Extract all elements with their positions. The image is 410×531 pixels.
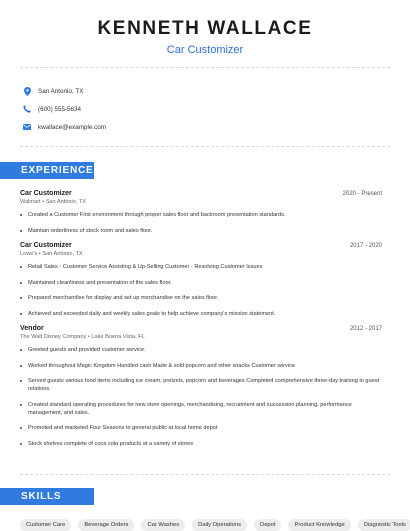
job-entry [20,325,382,448]
experience-heading: EXPERIENCE [0,162,94,179]
skill-chip: Customer Care [20,519,71,531]
skill-chip: Daily Operations [192,519,247,531]
experience-section [20,190,382,455]
job-title: Car Customizer [20,242,72,249]
email-icon [23,123,31,131]
contact-location-text: San Antonio, TX [38,87,84,95]
contact-email-text: kwallace@example.com [38,123,106,131]
job-entry [20,190,382,235]
job-title: Car Customizer [20,190,72,197]
job-bullet: Retail Sales - Customer Service Assisting & Up-Selling Customer - Resolving Customer Issues [20,263,382,271]
job-dates: 2020 - Present [342,191,382,197]
job-bullet: Created a Customer First environment through proper sales floor and backroom presentation standards. [20,211,382,219]
header-divider [20,67,390,68]
job-company: Walmart [20,199,41,205]
job-bullet: Stock shelves complete of coca cola products at a variety of stores [20,440,382,448]
job-title: Vendor [20,325,44,332]
job-location: Lake Buena Vista, FL [91,334,145,340]
job-bullet: Greeted guests and provided customer service. [20,346,382,354]
skill-chip: Product Knowledge [288,519,350,531]
contact-phone [20,100,106,118]
job-bullet: Promoted and marketed Four Seasons to general public at local home depot [20,424,382,432]
contact-phone-text: (600) 555-5634 [38,105,82,113]
job-bullets [20,211,382,235]
job-entry [20,242,382,318]
phone-icon [23,105,31,113]
job-company: The Walt Disney Company [20,334,87,340]
job-company: Lowe's [20,251,38,257]
skills-list [20,519,410,531]
candidate-name: KENNETH WALLACE [97,18,313,39]
job-bullet: Maintained cleanliness and presentation of the sales floor. [20,279,382,287]
job-location: San Antonio, TX [45,199,87,205]
location-pin-icon [23,87,31,95]
job-bullet: Worked throughout Magic Kingdom Handled cash Made & sold popcorn and other snacks Customer service [20,362,382,370]
job-bullet: Prepared merchandise for display and set up merchandise on the sales floor. [20,294,382,302]
skill-chip: Car Washes [141,519,185,531]
contact-email [20,118,106,136]
candidate-title: Car Customizer [166,44,244,56]
resume-header [0,0,410,57]
job-bullet: Achieved and exceeded daily and weekly sales goals to help achieve company's mission statement. [20,310,382,318]
job-bullet: Maintain orderliness of stock room and sales floor. [20,227,382,235]
job-bullet: Created standard operating procedures for new store openings, merchandising, recruitment and succession planning, performance management, and sales. [20,401,382,417]
skill-chip: Depot [254,519,281,531]
contact-location [20,82,106,100]
job-bullet: Served guests various food items including ice cream, pretzels, popcorn and beverages Completed comprehensive three-day training in guest relations. [20,377,382,393]
job-dates: 2017 - 2020 [349,243,382,249]
job-company-location: The Walt Disney Company • Lake Buena Vista, FL [20,334,145,340]
job-location: San Antonio, TX [42,251,83,257]
contact-list [20,82,106,136]
contact-divider [20,146,390,147]
job-bullets [20,346,382,448]
job-bullets [20,263,382,318]
job-company-location: Lowe's • San Antonio, TX [20,251,83,257]
job-company-location: Walmart • San Antonio, TX [20,199,87,205]
job-dates: 2012 - 2017 [349,326,382,332]
experience-divider [20,474,390,475]
skills-heading: SKILLS [0,488,94,505]
skill-chip: Beverage Orders [78,519,134,531]
skill-chip: Diagnostic Tools [358,519,410,531]
